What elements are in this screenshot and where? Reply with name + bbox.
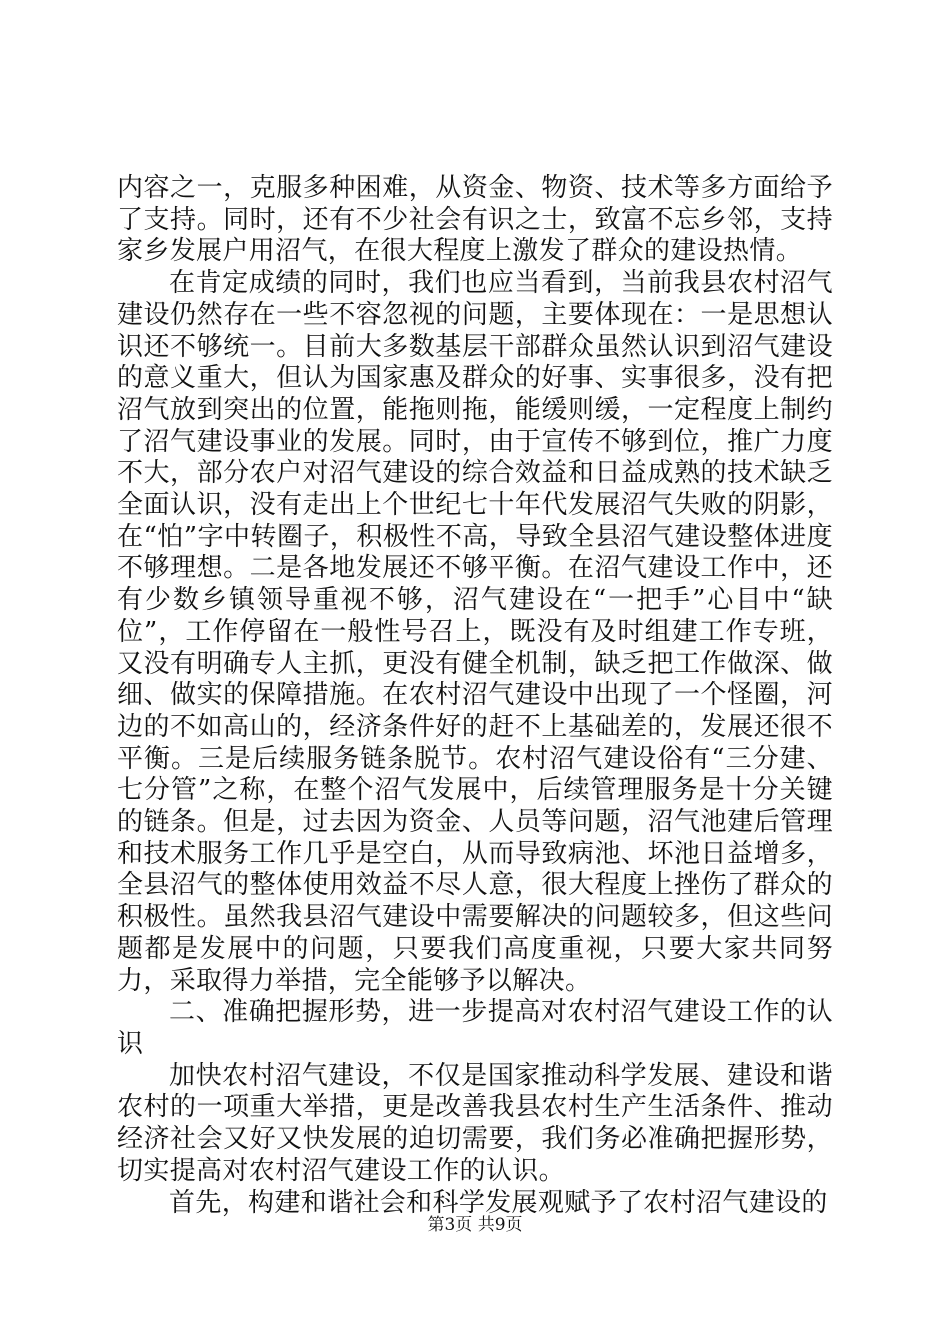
paragraph-situation: 加快农村沼气建设，不仅是国家推动科学发展、建设和谐农村的一项重大举措，更是改善我县农村生产生活条件、推动经济社会又好又快发展的迫切需要，我们务必准确把握形势，切实提高对农村沼气建设工作的认识。 [117,1060,833,1186]
paragraph-problems: 在肯定成绩的同时，我们也应当看到，当前我县农村沼气建设仍然存在一些不容忽视的问题，主要体现在：一是思想认识还不够统一。目前大多数基层干部群众虽然认识到沼气建设的意义重大，但认为国家惠及群众的好事、实事很多，没有把沼气放到突出的位置，能拖则拖，能缓则缓，一定程度上制约了沼气建设事业的发展。同时，由于宣传不够到位，推广力度不大，部分农户对沼气建设的综合效益和日益成熟的技术缺乏全面认识，没有走出上个世纪七十年代发展沼气失败的阴影，在“怕”字中转圈子，积极性不高，导致全县沼气建设整体进度不够理想。二是各地发展还不够平衡。在沼气建设工作中，还有少数乡镇领导重视不够，沼气建设在“一把手”心目中“缺位”，工作停留在一般性号召上，既没有及时组建工作专班，又没有明确专人主抓，更没有健全机制，缺乏把工作做深、做细、做实的保障措施。在农村沼气建设中出现了一个怪圈，河边的不如高山的，经济条件好的赶不上基础差的，发展还很不平衡。三是后续服务链条脱节。农村沼气建设俗有“三分建、七分管”之称，在整个沼气发展中，后续管理服务是十分关键的链条。但是，过去因为资金、人员等问题，沼气池建后管理和技术服务工作几乎是空白，从而导致病池、坏池日益增多，全县沼气的整体使用效益不尽人意，很大程度上挫伤了群众的积极性。虽然我县沼气建设中需要解决的问题较多，但这些问题都是发展中的问题，只要我们高度重视，只要大家共同努力，采取得力举措，完全能够予以解决。 [117,268,833,996]
paragraph-first-point: 首先，构建和谐社会和科学发展观赋予了农村沼气建设的 [169,1187,828,1218]
section-heading-two: 二、准确把握形势，进一步提高对农村沼气建设工作的认识 [117,997,833,1059]
paragraph-continuation: 内容之一，克服多种困难，从资金、物资、技术等多方面给予了支持。同时，还有不少社会有识之士，致富不忘乡邻，支持家乡发展户用沼气，在很大程度上激发了群众的建设热情。 [117,173,833,267]
document-body [117,173,833,1219]
page-number-footer: 第3页 共9页 [427,1215,523,1235]
